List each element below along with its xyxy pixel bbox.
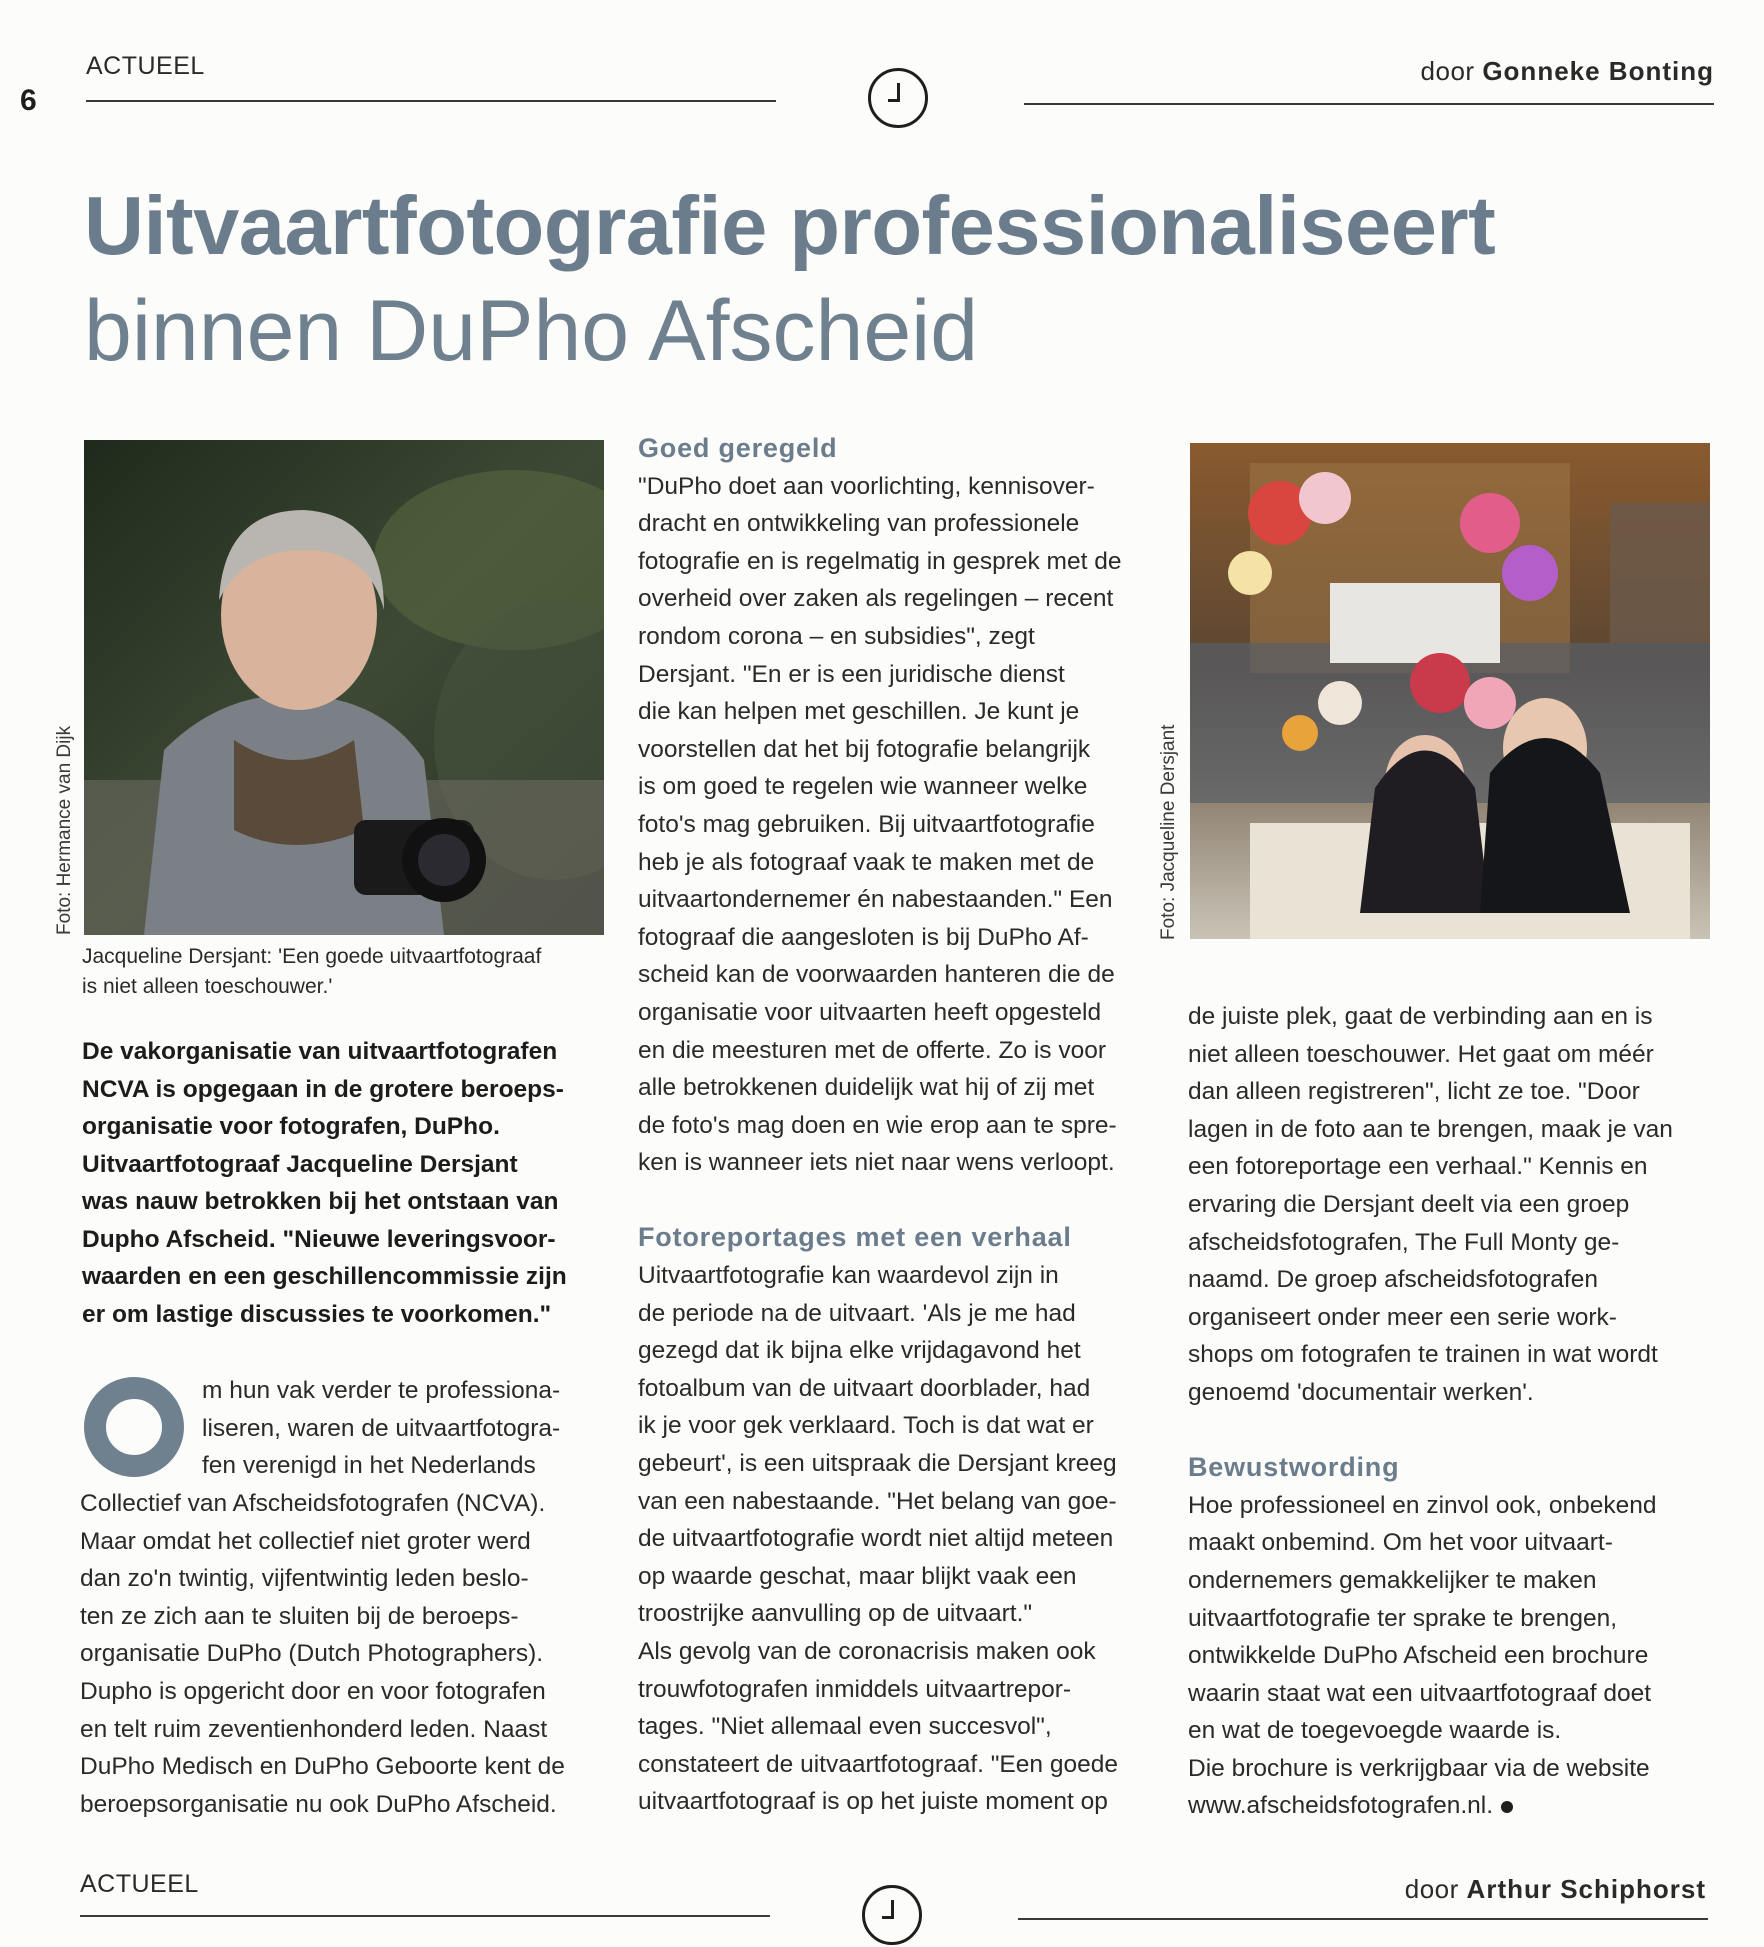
body-line: die kan helpen met geschillen. Je kunt je	[638, 698, 1080, 726]
caption-line: is niet alleen toeschouwer.'	[82, 975, 333, 998]
body-line: Maar omdat het collectief niet groter werd	[80, 1527, 531, 1555]
intro-dropcap-lines	[202, 1372, 622, 1485]
body-line: m hun vak verder te professiona-	[202, 1377, 561, 1404]
end-bullet-icon	[1501, 1801, 1513, 1813]
footer-section-label: ACTUEEL	[80, 1870, 199, 1898]
body-line: is om goed te regelen wie wanneer welke	[638, 773, 1088, 801]
body-line: DuPho Medisch en DuPho Geboorte kent de	[80, 1753, 565, 1781]
body-line: "DuPho doet aan voorlichting, kennisover-	[638, 472, 1095, 500]
photo-credit-left: Foto: Hermance van Dijk	[54, 725, 75, 935]
body-line: ervaring die Dersjant deelt via een groep	[1188, 1190, 1630, 1218]
photo-credit-right: Foto: Jacqueline Dersjant	[1158, 724, 1179, 940]
body-line: dracht en ontwikkeling van professionele	[638, 510, 1080, 538]
body-line: tages. "Niet allemaal even succesvol",	[638, 1713, 1052, 1741]
body-line: waarin staat wat een uitvaartfotograaf doet	[1188, 1679, 1652, 1707]
body-line: op waarde geschat, maar blijkt vaak een	[638, 1562, 1077, 1590]
body-line: genoemd 'documentair werken'.	[1188, 1378, 1534, 1406]
body-line: fotoalbum van de uitvaart doorblader, had	[638, 1374, 1091, 1402]
header-rule-right	[1024, 103, 1714, 105]
body-line: beroepsorganisatie nu ook DuPho Afscheid.	[80, 1790, 557, 1818]
page-title: Uitvaartfotografie professionaliseert	[84, 179, 1496, 272]
body-line: gebeurt', is een uitspraak die Dersjant kreeg	[638, 1450, 1117, 1478]
lead-paragraph	[82, 1033, 622, 1333]
author-prefix: door	[1404, 1874, 1459, 1904]
body-line: lagen in de foto aan te brengen, maak je van	[1188, 1115, 1673, 1143]
body-line: Die brochure is verkrijgbaar via de website	[1188, 1754, 1650, 1782]
body-line: de uitvaartfotografie wordt niet altijd meteen	[638, 1525, 1114, 1553]
page-subtitle: binnen DuPho Afscheid	[84, 283, 979, 379]
body-line: ken is wanneer iets niet naar wens verloopt.	[638, 1149, 1115, 1177]
lead-line: Uitvaartfotograaf Jacqueline Dersjant	[82, 1150, 518, 1178]
photo-caption-left	[82, 942, 541, 1002]
author-name: Gonneke Bonting	[1482, 56, 1714, 86]
body-line: Als gevolg van de coronacrisis maken ook	[638, 1638, 1096, 1665]
footer-author	[1405, 1874, 1706, 1905]
body-line: Uitvaartfotografie kan waardevol zijn in	[638, 1262, 1059, 1290]
clock-icon	[868, 68, 928, 128]
body-line: en die meesturen met de offerte. Zo is voor	[638, 1036, 1107, 1064]
lead-line: organisatie voor fotografen, DuPho.	[82, 1113, 500, 1140]
header-author	[1421, 56, 1714, 87]
footer-rule-left	[80, 1915, 770, 1917]
body-line: organiseert onder meer een serie work-	[1188, 1303, 1617, 1331]
author-name: Arthur Schiphorst	[1466, 1874, 1706, 1904]
body-line: ondernemers gemakkelijker te maken	[1188, 1566, 1597, 1594]
portrait-photo	[84, 440, 604, 935]
body-line: dan alleen registreren", licht ze toe. "Door	[1188, 1078, 1640, 1106]
body-line: de periode na de uitvaart. 'Als je me had	[638, 1299, 1076, 1327]
author-prefix: door	[1420, 56, 1475, 86]
section-heading-fotoreportages: Fotoreportages met een verhaal	[638, 1222, 1072, 1253]
body-line: de foto's mag doen en wie erop aan te spre-	[638, 1111, 1117, 1139]
body-line: heb je als fotograaf vaak te maken met de	[638, 848, 1095, 876]
body-line: voorstellen dat het bij fotografie belangrijk	[638, 735, 1091, 763]
lead-line: waarden en een geschillencommissie zijn	[82, 1263, 567, 1290]
header-rule-left	[86, 100, 776, 102]
body-line: Hoe professioneel en zinvol ook, onbekend	[1188, 1491, 1657, 1519]
body-line: en telt ruim zeventienhonderd leden. Naast	[80, 1715, 548, 1743]
intro-paragraph	[80, 1485, 620, 1823]
footer-rule-right	[1018, 1918, 1708, 1920]
body-line: Dupho is opgericht door en voor fotografen	[80, 1677, 546, 1705]
body-line: uitvaartondernemer én nabestaanden." Een	[638, 886, 1113, 914]
body-line: en wat de toegevoegde waarde is.	[1188, 1717, 1562, 1745]
body-line: Dersjant. "En er is een juridische dienst	[638, 660, 1065, 688]
body-line-last	[1188, 1787, 1728, 1825]
body-line: ik je voor gek verklaard. Toch is dat wat er	[638, 1412, 1094, 1440]
website-text: www.afscheidsfotografen.nl.	[1188, 1792, 1494, 1820]
body-line: fen verenigd in het Nederlands	[202, 1452, 536, 1480]
section-label: ACTUEEL	[86, 52, 205, 80]
lead-line: NCVA is opgegaan in de grotere beroeps-	[82, 1075, 564, 1103]
body-line: scheid kan de voorwaarden hanteren die de	[638, 961, 1115, 989]
body-line: Collectief van Afscheidsfotografen (NCVA).	[80, 1490, 546, 1517]
body-line: troostrijke aanvulling op de uitvaart."	[638, 1600, 1033, 1628]
body-line: maakt onbemind. Om het voor uitvaart-	[1188, 1529, 1613, 1557]
lead-line: was nauw betrokken bij het ontstaan van	[82, 1188, 559, 1215]
body-line: foto's mag gebruiken. Bij uitvaartfotografie	[638, 810, 1095, 838]
body-line: ontwikkelde DuPho Afscheid een brochure	[1188, 1642, 1649, 1670]
body-line: fotograaf die aangesloten is bij DuPho Af-	[638, 923, 1089, 951]
section-heading-bewustwording: Bewustwording	[1188, 1452, 1400, 1483]
footer-clock-icon	[862, 1885, 922, 1945]
body-line: rondom corona – en subsidies", zegt	[638, 622, 1035, 650]
drop-cap-o	[84, 1377, 184, 1477]
body-line: shops om fotografen te trainen in wat wordt	[1188, 1341, 1658, 1369]
body-line: ten ze zich aan te sluiten bij de beroeps-	[80, 1602, 519, 1630]
column-middle	[638, 430, 1178, 1821]
lead-line: De vakorganisatie van uitvaartfotografen	[82, 1038, 558, 1065]
body-line: dan zo'n twintig, vijfentwintig leden beslo-	[80, 1565, 529, 1593]
caption-line: Jacqueline Dersjant: 'Een goede uitvaartfotograaf	[82, 945, 542, 968]
body-line: uitvaartfotograaf is op het juiste moment op	[638, 1788, 1108, 1816]
lead-line: er om lastige discussies te voorkomen."	[82, 1300, 552, 1328]
body-line: liseren, waren de uitvaartfotogra-	[202, 1414, 561, 1442]
body-line: van een nabestaande. "Het belang van goe-	[638, 1487, 1117, 1515]
body-line: constateert de uitvaartfotograaf. "Een goede	[638, 1750, 1118, 1778]
section-heading-goed-geregeld: Goed geregeld	[638, 433, 838, 463]
lead-line: Dupho Afscheid. "Nieuwe leveringsvoor-	[82, 1225, 556, 1253]
column-right	[1188, 998, 1728, 1825]
body-line: trouwfotografen inmiddels uitvaartrepor-	[638, 1675, 1072, 1703]
body-line: niet alleen toeschouwer. Het gaat om méér	[1188, 1040, 1654, 1068]
body-line: organisatie voor uitvaarten heeft opgesteld	[638, 998, 1102, 1026]
page-number: 6	[20, 84, 37, 117]
body-line: gezegd dat ik bijna elke vrijdagavond het	[638, 1337, 1081, 1365]
body-line: overheid over zaken als regelingen – recent	[638, 585, 1114, 613]
body-line: de juiste plek, gaat de verbinding aan en is	[1188, 1003, 1653, 1030]
body-line: afscheidsfotografen, The Full Monty ge-	[1188, 1228, 1620, 1256]
body-line: alle betrokkenen duidelijk wat hij of zij met	[638, 1074, 1095, 1102]
body-line: uitvaartfotografie ter sprake te brengen,	[1188, 1604, 1618, 1632]
body-line: fotografie en is regelmatig in gesprek met de	[638, 547, 1122, 575]
body-line: een fotoreportage een verhaal." Kennis en	[1188, 1153, 1648, 1181]
body-line: organisatie DuPho (Dutch Photographers).	[80, 1640, 544, 1668]
funeral-photo	[1190, 443, 1710, 939]
body-line: naamd. De groep afscheidsfotografen	[1188, 1266, 1598, 1294]
